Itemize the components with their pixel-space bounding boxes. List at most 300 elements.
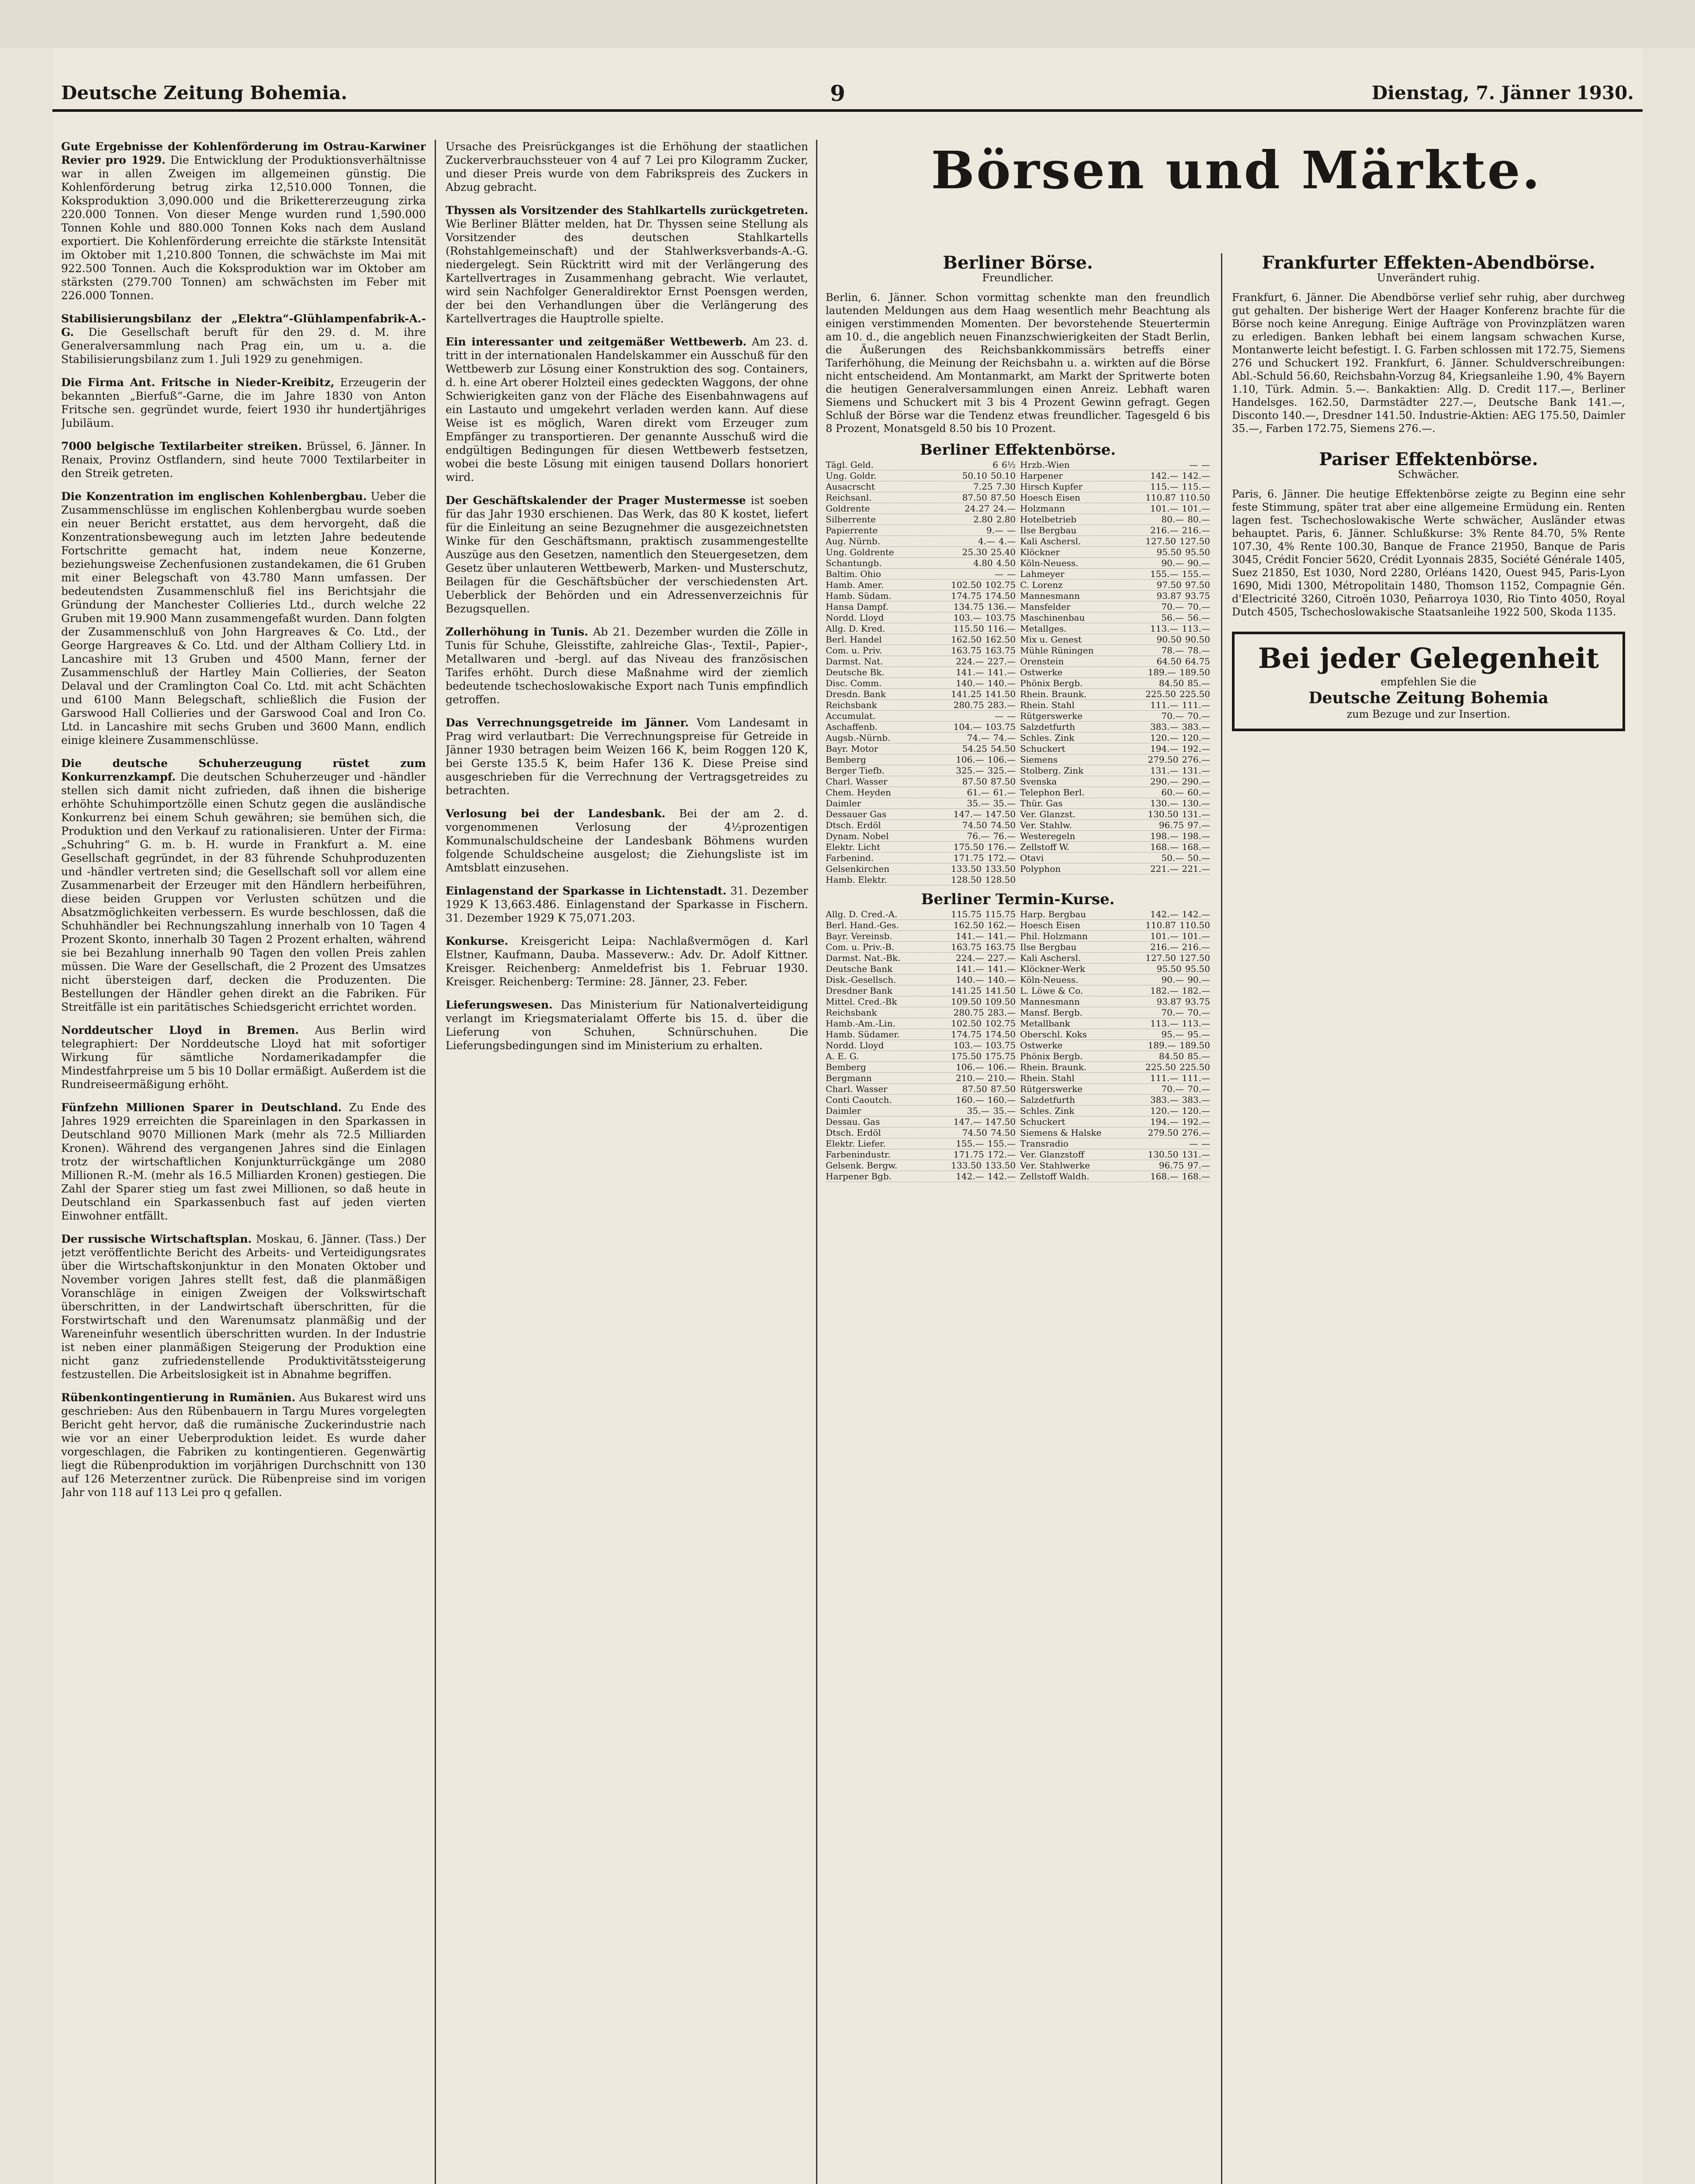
quote-value: 60.— — [1161, 787, 1184, 798]
quote-name: Hamb. Amer. — [826, 580, 884, 590]
quote-value: 90.50 — [1156, 634, 1182, 645]
column-rule — [816, 140, 817, 2184]
quote-row — [1020, 787, 1210, 798]
quote-row — [1020, 931, 1210, 942]
quote-row — [1020, 1127, 1210, 1138]
quote-value: 147.— — [953, 1116, 982, 1127]
quote-value: 142.— — [987, 1171, 1016, 1182]
quote-value: 216.— — [1182, 525, 1210, 536]
quote-name: Phil. Holzmann — [1020, 931, 1088, 941]
quote-value: 93.75 — [1185, 996, 1210, 1007]
quote-value: 225.50 — [1180, 689, 1210, 699]
quote-value: 128.50 — [985, 874, 1016, 885]
quote-name: Elektr. Licht — [826, 842, 880, 852]
quote-row — [1020, 601, 1210, 612]
quote-name: Zellstoff Waldh. — [1020, 1171, 1090, 1182]
quote-row — [826, 1116, 1016, 1127]
quote-value: 290.— — [1150, 776, 1179, 787]
quote-name: Oberschl. Koks — [1020, 1029, 1087, 1040]
quote-value: 4.— — [998, 536, 1016, 546]
quote-value: 176.— — [987, 842, 1016, 852]
scan-margin — [0, 0, 1695, 48]
article-body: Die Entwicklung der Produktionsverhältnisse war in allen Zweigen im allgemeinen günstig. Die Kohlenförderung betrug zirka 12,510.000 Tonnen, die Koksproduktion 3,090.000 und die Brikettererzeugung zirka 220.000 Tonnen. Von dieser Menge wurden rund 1,590.000 Tonnen Kohle und 880.000 Tonnen Koks nach dem Ausland exportiert. Die Kohlenförderung erreichte die stärkste Intensität im Oktober mit 1,210.800 Tonnen, die schwächste im Mai mit 922.500 Tonnen. Auch die Koksproduktion war im Oktober am stärksten (279.700 Tonnen) am schwächsten im Feber mit 226.000 Tonnen. — [61, 154, 426, 302]
quote-row — [826, 798, 1016, 809]
quote-value: — — [1201, 460, 1210, 470]
quote-name: Klöckner-Werk — [1020, 964, 1086, 974]
quote-name: Phönix Bergb. — [1020, 678, 1083, 688]
quote-value: 35.— — [993, 798, 1016, 809]
quote-value: 141.— — [987, 931, 1016, 941]
quote-value: 141.— — [987, 667, 1016, 677]
quote-name: Köln-Neuess. — [1020, 975, 1079, 985]
article-body: Erzeugerin der bekannten „Bierfuß“-Garne, die im Jahre 1830 von Anton Fritsche sen. gegründet wurde, feiert 1930 ihr hundertjähriges Jubiläum. — [61, 376, 426, 429]
quote-name: Hamb. Südam. — [826, 591, 892, 601]
quote-name: Farbenindustr. — [826, 1149, 891, 1160]
quote-value: 142.— — [1150, 470, 1179, 481]
quote-name: Ver. Stahlwerke — [1020, 1160, 1090, 1171]
quote-name: Nordd. Lloyd — [826, 1040, 884, 1051]
article-body: Aus Bukarest wird uns geschrieben: Aus den Rübenbauern in Targu Mures vorgelegten Bericht geht hervor, daß die rumänische Zuckerindustrie nach wie vor an einer Ueberproduktion leidet. Es wurde daher vorgeschlagen, die Fabriken zu kontingentieren. Gegenwärtig liegt die Rübenproduktion im vorjährigen Durchschnitt von 130 auf 126 Meterzentner zurück. Die Rübenpreise sind im vorigen Jahr von 118 auf 113 Lei pro q gefallen. — [61, 1391, 426, 1499]
quote-name: Metallbank — [1020, 1018, 1070, 1029]
quote-row — [826, 711, 1016, 722]
quote-name: Daimler — [826, 798, 861, 809]
quote-name: Phönix Bergb. — [1020, 1051, 1083, 1061]
quote-name: Charl. Wasser — [826, 1084, 888, 1094]
quote-value: 50.— — [1187, 853, 1210, 863]
quote-value: 171.75 — [953, 1149, 984, 1160]
quote-value: 147.— — [953, 809, 982, 819]
quote-value: 103.75 — [985, 722, 1016, 732]
article-headline: Zollerhöhung in Tunis. — [446, 625, 588, 638]
termin-table — [826, 891, 1210, 1182]
market-section-title: Börsen und Märkte. — [931, 140, 1542, 200]
quote-name: Salzdetfurth — [1020, 722, 1075, 732]
economy-column-1 — [61, 140, 426, 2184]
paper-name: Deutsche Zeitung Bohemia. — [61, 82, 347, 104]
quote-value: 97.50 — [1185, 580, 1210, 590]
quote-row — [826, 1073, 1016, 1084]
article-headline: Konkurse. — [446, 935, 508, 947]
article — [446, 934, 808, 988]
quote-value: 95.50 — [1156, 964, 1182, 974]
quote-value: 2.80 — [973, 514, 993, 525]
quote-name: Allg. D. Cred.-A. — [826, 909, 898, 919]
quote-name: Baltim. Ohio — [826, 569, 881, 579]
quote-value: 140.— — [955, 975, 984, 985]
quote-row — [1020, 743, 1210, 754]
article — [61, 490, 426, 747]
quote-name: Mühle Rüningen — [1020, 645, 1094, 656]
page-number: 9 — [830, 80, 845, 106]
quote-name: Schuckert — [1020, 1116, 1065, 1127]
quote-name: Rhein. Braunk. — [1020, 689, 1087, 699]
quote-value: 133.50 — [985, 1160, 1016, 1171]
ad-line: empfehlen Sie die — [1380, 676, 1477, 688]
quote-value: 101.— — [1150, 503, 1179, 514]
quote-row — [826, 1160, 1016, 1171]
quote-value: 283.— — [987, 1007, 1016, 1018]
quote-row — [826, 853, 1016, 864]
article — [446, 204, 808, 325]
quote-name: Svenska — [1020, 776, 1057, 787]
ad-headline: Bei jeder Gelegenheit — [1258, 642, 1599, 675]
article — [61, 1023, 426, 1091]
quote-name: Mannesmann — [1020, 996, 1080, 1007]
quote-value: 175.50 — [953, 842, 984, 852]
quote-value: 80.— — [1187, 514, 1210, 525]
termin-table-title: Berliner Termin-Kurse. — [921, 891, 1115, 908]
quote-value: 194.— — [1150, 743, 1179, 754]
quote-name: Aschaffenb. — [826, 722, 878, 732]
quote-name: Dtsch. Erdöl — [826, 1127, 881, 1138]
quote-value: 182.— — [1182, 985, 1210, 996]
quote-value: 93.87 — [1156, 996, 1182, 1007]
quote-row — [1020, 645, 1210, 656]
quote-value: 189.50 — [1180, 667, 1210, 677]
berlin-market-column — [826, 253, 1210, 2184]
quote-value: 115.50 — [953, 623, 984, 634]
quote-name: Schantungb. — [826, 558, 882, 568]
quote-value: 131.— — [1182, 765, 1210, 776]
quote-value: 56.— — [1161, 612, 1184, 623]
quote-name: Hamb. Südamer. — [826, 1029, 900, 1040]
quote-name: Westeregeln — [1020, 831, 1076, 841]
quote-row — [1020, 920, 1210, 931]
quote-value: 160.— — [987, 1095, 1016, 1105]
quote-name: Holzmann — [1020, 503, 1065, 514]
quote-row — [1020, 470, 1210, 481]
quote-name: Orenstein — [1020, 656, 1064, 667]
quote-value: 74.50 — [962, 820, 987, 830]
quote-row — [826, 514, 1016, 525]
quote-value: 115.— — [1150, 481, 1179, 492]
quote-value: 74.50 — [990, 1127, 1016, 1138]
quote-row — [1020, 996, 1210, 1007]
quote-row — [1020, 591, 1210, 601]
frankfurt-exchange-title: Frankfurter Effekten-Abendbörse. — [1262, 253, 1595, 273]
quote-row — [826, 1149, 1016, 1160]
economy-column-2 — [446, 140, 808, 2184]
quote-name: Hoesch Eisen — [1020, 920, 1080, 930]
article-headline: Die Firma Ant. Fritsche in Nieder-Kreibitz, — [61, 376, 335, 389]
quote-row — [1020, 481, 1210, 492]
quote-value: 102.50 — [951, 580, 982, 590]
quote-row — [1020, 1095, 1210, 1106]
article-body: ist soeben für das Jahr 1930 erschienen. Das Werk, das 80 K kostet, liefert für die Einleitung an seine Bezugnehmer die ausgezeichnetsten Winke für den Geschäftsmann, praktisch zusammengestellte Auszüge aus den Gesetzen, namentlich den Steuergesetzen, dem Gesetz über unlauteren Wettbewerb, Marken- und Musterschutz, Beilagen für die Geschäftsbücher der verschiedensten Art. Ueberblick der Behörden und ein Adressenverzeichnis für Bezugsquellen. — [446, 494, 808, 615]
quote-name: Klöckner — [1020, 547, 1060, 557]
quote-value: 95.— — [1161, 1029, 1184, 1040]
quote-value: 133.50 — [951, 1160, 982, 1171]
quote-value: 225.50 — [1145, 689, 1176, 699]
article — [61, 1232, 426, 1381]
quote-row — [1020, 1116, 1210, 1127]
quote-value: 225.50 — [1180, 1062, 1210, 1072]
article — [446, 998, 808, 1052]
quote-name: Nordd. Lloyd — [826, 612, 884, 623]
quote-value: — — [1189, 1138, 1198, 1149]
quote-value: 162.— — [987, 920, 1016, 930]
quote-name: Lahmeyer — [1020, 569, 1065, 579]
quote-value: 4.80 — [973, 558, 993, 568]
quote-value: 141.— — [955, 931, 984, 941]
quote-name: Hirsch Kupfer — [1020, 481, 1083, 492]
quote-row — [1020, 909, 1210, 920]
quote-value: 227.— — [987, 656, 1016, 667]
article-headline: Der russische Wirtschaftsplan. — [61, 1233, 252, 1245]
column-rule — [435, 140, 436, 2184]
quote-value: 102.75 — [985, 1018, 1016, 1029]
quote-name: Disk.-Gesellsch. — [826, 975, 896, 985]
effekten-table — [826, 441, 1210, 885]
article — [61, 1391, 426, 1499]
quote-row — [826, 953, 1016, 964]
quote-value: 106.— — [987, 754, 1016, 765]
article-body: Ursache des Preisrückganges ist die Erhöhung der staatlichen Zuckerverbrauchssteuer von 4 auf 7 Lei pro Kilogramm Zucker, und dieser Preis wurde von dem Fabrikspreis des Zuckers in Abzug gebracht. — [446, 140, 808, 194]
quote-value: 115.— — [1182, 481, 1210, 492]
quote-row — [826, 492, 1016, 503]
quote-value: 189.— — [1148, 667, 1176, 677]
quote-row — [1020, 985, 1210, 996]
quote-row — [1020, 1029, 1210, 1040]
article-body: Am 23. d. tritt in der internationalen Handelskammer ein Ausschuß für den Wettbewerb zur Lösung einer Konstruktion des sog. Containers, d. h. eine Art oberer Holzteil eines gedeckten Waggons, der ohne Schwierigkeiten ganz von der Fläche des Eisenbahnwagens auf ein Lastauto und umgekehrt verladen werden kann. Auf diese Weise ist es möglich, Waren direkt vom Erzeuger zum Empfänger zu transportieren. Der genannte Ausschuß wird die endgültigen Bedingungen für diesen Wettbewerb festsetzen, wobei die beste Lösung mit einigen tausend Dollars honoriert wird. — [446, 335, 808, 484]
article-body: Bei der am 2. d. vorgenommenen Verlosung der 4½prozentigen Kommunalschuldscheine der Landesbank Böhmens wurden folgende Schuldscheine ausgelost; die Ziehungsliste ist im Amtsblatt einzusehen. — [446, 807, 808, 874]
quote-value: 383.— — [1182, 722, 1210, 732]
quote-value: 85.— — [1187, 1051, 1210, 1061]
quote-value: 325.— — [955, 765, 984, 776]
quote-name: Mansfelder — [1020, 601, 1071, 612]
quote-value: 95.50 — [1185, 964, 1210, 974]
quote-value: 168.— — [1150, 1171, 1179, 1182]
quote-value: 111.— — [1182, 700, 1210, 710]
quote-name: Kali Aschersl. — [1020, 953, 1081, 963]
quote-value: 7.25 — [973, 481, 993, 492]
quote-value: 109.50 — [985, 996, 1016, 1007]
quote-value: 280.75 — [953, 700, 984, 710]
quote-value: 134.75 — [953, 601, 984, 612]
quote-value: 115.75 — [985, 909, 1016, 919]
quote-row — [826, 569, 1016, 580]
quote-value: 174.50 — [985, 1029, 1016, 1040]
quote-value: 130.— — [1182, 798, 1210, 809]
quote-value: 74.50 — [962, 1127, 987, 1138]
quote-value: 103.75 — [985, 1040, 1016, 1051]
quote-row — [826, 985, 1016, 996]
quote-name: Dessauer Gas — [826, 809, 887, 819]
quote-name: Allg. D. Kred. — [826, 623, 886, 634]
quote-value: 95.50 — [1156, 547, 1182, 557]
quote-name: Augsb.-Nürnb. — [826, 733, 891, 743]
quote-name: Hoesch Eisen — [1020, 492, 1080, 503]
quote-value: 175.50 — [951, 1051, 982, 1061]
article-headline: Ein interessanter und zeitgemäßer Wettbewerb. — [446, 335, 747, 348]
quote-value: 142.— — [955, 1171, 984, 1182]
quote-value: 171.75 — [953, 853, 984, 863]
quote-row — [1020, 492, 1210, 503]
quote-value: 113.— — [1182, 1018, 1210, 1029]
quote-row — [826, 1138, 1016, 1149]
quote-row — [1020, 975, 1210, 985]
quote-row — [1020, 1073, 1210, 1084]
frankfurt-exchange-subtitle: Unverändert ruhig. — [1377, 272, 1481, 284]
quote-value: 35.— — [967, 798, 990, 809]
quote-value: 168.— — [1150, 842, 1179, 852]
quote-name: Dtsch. Erdöl — [826, 820, 881, 830]
ad-brand: Deutsche Zeitung Bohemia — [1308, 689, 1549, 707]
quote-value: 2.80 — [996, 514, 1016, 525]
quote-value: 4.50 — [996, 558, 1016, 568]
quote-value: 90.— — [1187, 558, 1210, 568]
quote-value: 74.— — [967, 733, 990, 743]
quote-name: Deutsche Bk. — [826, 667, 885, 677]
quote-value: 70.— — [1161, 711, 1184, 721]
article-headline: Die Konzentration im englischen Kohlenbergbau. — [61, 490, 367, 503]
quote-name: Harpener Bgb. — [826, 1171, 892, 1182]
quote-value: 24.— — [993, 503, 1016, 514]
quote-name: Com. u. Priv. — [826, 645, 882, 656]
quote-row — [826, 634, 1016, 645]
quote-value: 95.— — [1187, 1029, 1210, 1040]
quote-value: 142.— — [1182, 909, 1210, 919]
quote-value: 147.50 — [985, 1116, 1016, 1127]
quote-value: 290.— — [1182, 776, 1210, 787]
article — [61, 439, 426, 480]
page-header — [52, 79, 1643, 112]
quote-value: — — [1201, 1138, 1210, 1149]
quote-row — [826, 1029, 1016, 1040]
quote-value: 64.75 — [1185, 656, 1210, 667]
quote-name: Darmst. Nat. — [826, 656, 883, 667]
quote-name: Bergmann — [826, 1073, 872, 1083]
quote-row — [826, 842, 1016, 853]
quote-value: 50.10 — [962, 470, 987, 481]
article-body: Wie Berliner Blätter melden, hat Dr. Thyssen seine Stellung als Vorsitzender des deutschen Stahlkartells (Rohstahlgemeinschaft) und der Stahlwerksverbands-A.-G. niedergelegt. Sein Rücktritt wird mit der Verlängerung des Kartellvertrages in Zusammenhang gebracht. Wie verlautet, wird sein Nachfolger Generaldirektor Ernst Poensgen werden, der bei den Verhandlungen über die Verlängerung des Kartellvertrages die Hauptrolle spielte. — [446, 218, 808, 325]
quote-value: 120.— — [1150, 1106, 1179, 1116]
quote-row — [1020, 722, 1210, 733]
quote-value: 111.— — [1150, 1073, 1179, 1083]
article — [446, 716, 808, 797]
quote-name: Chem. Heyden — [826, 787, 891, 798]
quote-value: 216.— — [1150, 525, 1179, 536]
quote-row — [826, 787, 1016, 798]
quote-row — [826, 700, 1016, 711]
quote-row — [826, 558, 1016, 569]
quote-value: 136.— — [987, 601, 1016, 612]
quote-row — [826, 678, 1016, 689]
quote-row — [1020, 953, 1210, 964]
quote-row — [1020, 689, 1210, 700]
quote-name: Stolberg. Zink — [1020, 765, 1084, 776]
article-body: Ab 21. Dezember wurden die Zölle in Tunis für Schuhe, Gleisstifte, zahlreiche Glas-, Textil-, Papier-, Metallwaren und -bergl. auf das Niveau des französischen Tarifes erhöht. Durch diese Maßnahme wird der ziemlich bedeutende tschechoslowakische Export nach Tunis empfindlich getroffen. — [446, 625, 808, 706]
article-headline: Stabilisierungsbilanz der „Elektra“-Glühlampenfabrik-A.-G. — [61, 312, 426, 339]
quote-value: 70.— — [1161, 601, 1184, 612]
quote-value: 4.— — [978, 536, 995, 546]
quote-value: 111.— — [1182, 1073, 1210, 1083]
quote-value: 174.75 — [951, 591, 982, 601]
quote-row — [1020, 754, 1210, 765]
quote-value: 182.— — [1150, 985, 1179, 996]
article-headline: Gute Ergebnisse der Kohlenförderung im Ostrau-Karwiner Revier pro 1929. — [61, 140, 426, 166]
quote-value: 198.— — [1150, 831, 1179, 841]
quote-name: Reichsanl. — [826, 492, 872, 503]
quote-value: — — [995, 569, 1003, 579]
quote-row — [1020, 798, 1210, 809]
quote-value: 70.— — [1187, 711, 1210, 721]
quote-value: 155.— — [1150, 569, 1179, 579]
quote-value: — — [1189, 460, 1198, 470]
quote-row — [826, 689, 1016, 700]
quote-value: 162.50 — [985, 634, 1016, 645]
quote-name: Rhein. Braunk. — [1020, 1062, 1087, 1072]
quote-name: Gelsenkirchen — [826, 864, 890, 874]
quote-row — [826, 1051, 1016, 1062]
quote-value: 70.— — [1187, 1084, 1210, 1094]
quote-row — [1020, 612, 1210, 623]
quote-value: 90.— — [1187, 975, 1210, 985]
article — [446, 884, 808, 925]
quote-row — [826, 809, 1016, 820]
quote-value: 78.— — [1187, 645, 1210, 656]
quote-value: 163.75 — [951, 645, 982, 656]
quote-name: Hotelbetrieb — [1020, 514, 1077, 525]
quote-row — [1020, 656, 1210, 667]
quote-name: Berl. Hand.-Ges. — [826, 920, 899, 930]
quote-name: Hrzb.-Wien — [1020, 460, 1070, 470]
article-headline: Norddeutscher Lloyd in Bremen. — [61, 1024, 299, 1037]
quote-value: 276.— — [1182, 1127, 1210, 1138]
quote-value: 133.50 — [985, 864, 1016, 874]
quote-row — [1020, 580, 1210, 591]
article — [61, 757, 426, 1014]
quote-name: Ilse Bergbau — [1020, 942, 1077, 952]
quote-name: Telephon Berl. — [1020, 787, 1085, 798]
quote-row — [826, 503, 1016, 514]
quote-value: 172.— — [987, 853, 1016, 863]
quote-row — [826, 909, 1016, 920]
quote-value: 163.75 — [985, 942, 1016, 952]
quote-value: 70.— — [1187, 1007, 1210, 1018]
quote-row — [1020, 831, 1210, 842]
quote-row — [1020, 765, 1210, 776]
quote-value: 280.75 — [953, 1007, 984, 1018]
quote-value: — — [995, 711, 1003, 721]
article — [61, 1101, 426, 1223]
quote-row — [1020, 1138, 1210, 1149]
quote-name: Hansa Dampf. — [826, 601, 889, 612]
quote-row — [1020, 964, 1210, 975]
quote-value: 97.— — [1187, 820, 1210, 830]
quote-row — [1020, 1051, 1210, 1062]
quote-value: 140.— — [987, 975, 1016, 985]
quote-value: 276.— — [1182, 754, 1210, 765]
quote-row — [1020, 733, 1210, 743]
quote-value: 102.50 — [951, 1018, 982, 1029]
quote-value: 111.— — [1150, 700, 1179, 710]
quote-row — [1020, 460, 1210, 470]
quote-name: Schuckert — [1020, 743, 1065, 754]
quote-name: Disc. Comm. — [826, 678, 882, 688]
article — [446, 807, 808, 874]
quote-value: 133.50 — [951, 864, 982, 874]
quote-name: Ung. Goldr. — [826, 470, 877, 481]
quote-row — [826, 864, 1016, 874]
quote-value: 210.— — [955, 1073, 984, 1083]
effekten-table-title: Berliner Effektenbörse. — [920, 441, 1116, 459]
quote-row — [826, 975, 1016, 985]
quote-value: 155.— — [987, 1138, 1016, 1149]
quote-row — [1020, 1106, 1210, 1116]
article-body: Die deutschen Schuherzeuger und -händler stellen sich damit nicht zufrieden, daß ihnen die bisherige erhöhte Schuhimportzölle einen Schutz gegen die ausländische Konkurrenz bei einem Schuh gewähren; sie bemühen sich, die Produktion und den Verkauf zu rationalisieren. Unter der Firma: „Schuhring“ G. m. b. H. wurde in Frankfurt a. M. eine Gesellschaft gegründet, in der 83 führende Schuhproduzenten und -händler vertreten sind; die Gesellschaft soll vor allem eine Zusammenarbeit der Erzeuger mit den Händlern herbeiführen, diese beiden Gruppen vor Verlusten schützen und die Absatzmöglichkeiten verbessern. Es wurde beschlossen, daß die Schuhhändler bei Rechnungszahlung innerhalb von 10 Tagen 4 Prozent Skonto, innerhalb 30 Tagen 2 Prozent erhalten, während sie bei Bezahlung innerhalb 90 Tagen den vollen Preis zahlen müssen. Die Ware der Gesellschaft, die 2 Prozent des Umsatzes nicht übersteigen darf, decken die Produzenten. Die Bestellungen der Händler gehen direkt an die Fabriken. Für Streitfälle ist ein paritätisches Schiedsgericht errichtet worden. — [61, 771, 426, 1013]
quote-row — [826, 722, 1016, 733]
